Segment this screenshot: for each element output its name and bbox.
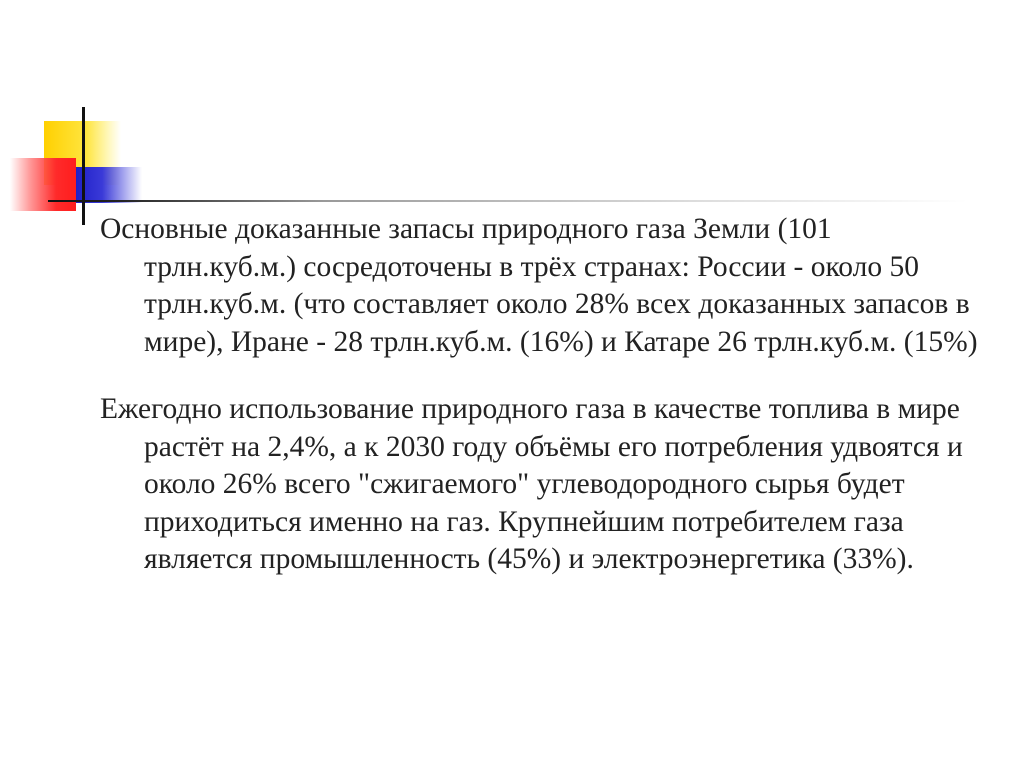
logo-blue-square [76,167,142,203]
slide-body [100,211,980,579]
paragraph-gas-reserves: Основные доказанные запасы природного газа Земли (101 трлн.куб.м.) сосредоточены в трёх странах: России - около 50 трлн.куб.м. (что составляет около 28% всех доказанных запасов в мире), Иране - 28 трлн.куб.м. (16%) и Катаре 26 трлн.куб.м. (15%) [100,213,978,358]
logo-vertical-line [82,107,85,225]
paragraph-gas-consumption: Ежегодно использование природного газа в качестве топлива в мире растёт на 2,4%, а к 2030 году объёмы его потребления удвоятся и около 26% всего "сжигаемого" углеводородного сырья будет приходиться именно на газ. Крупнейшим потребителем газа является промышленность (45%) и электроэнергетика (33%). [100,393,963,575]
logo-red-square [10,158,76,211]
title-divider-line [48,200,968,202]
